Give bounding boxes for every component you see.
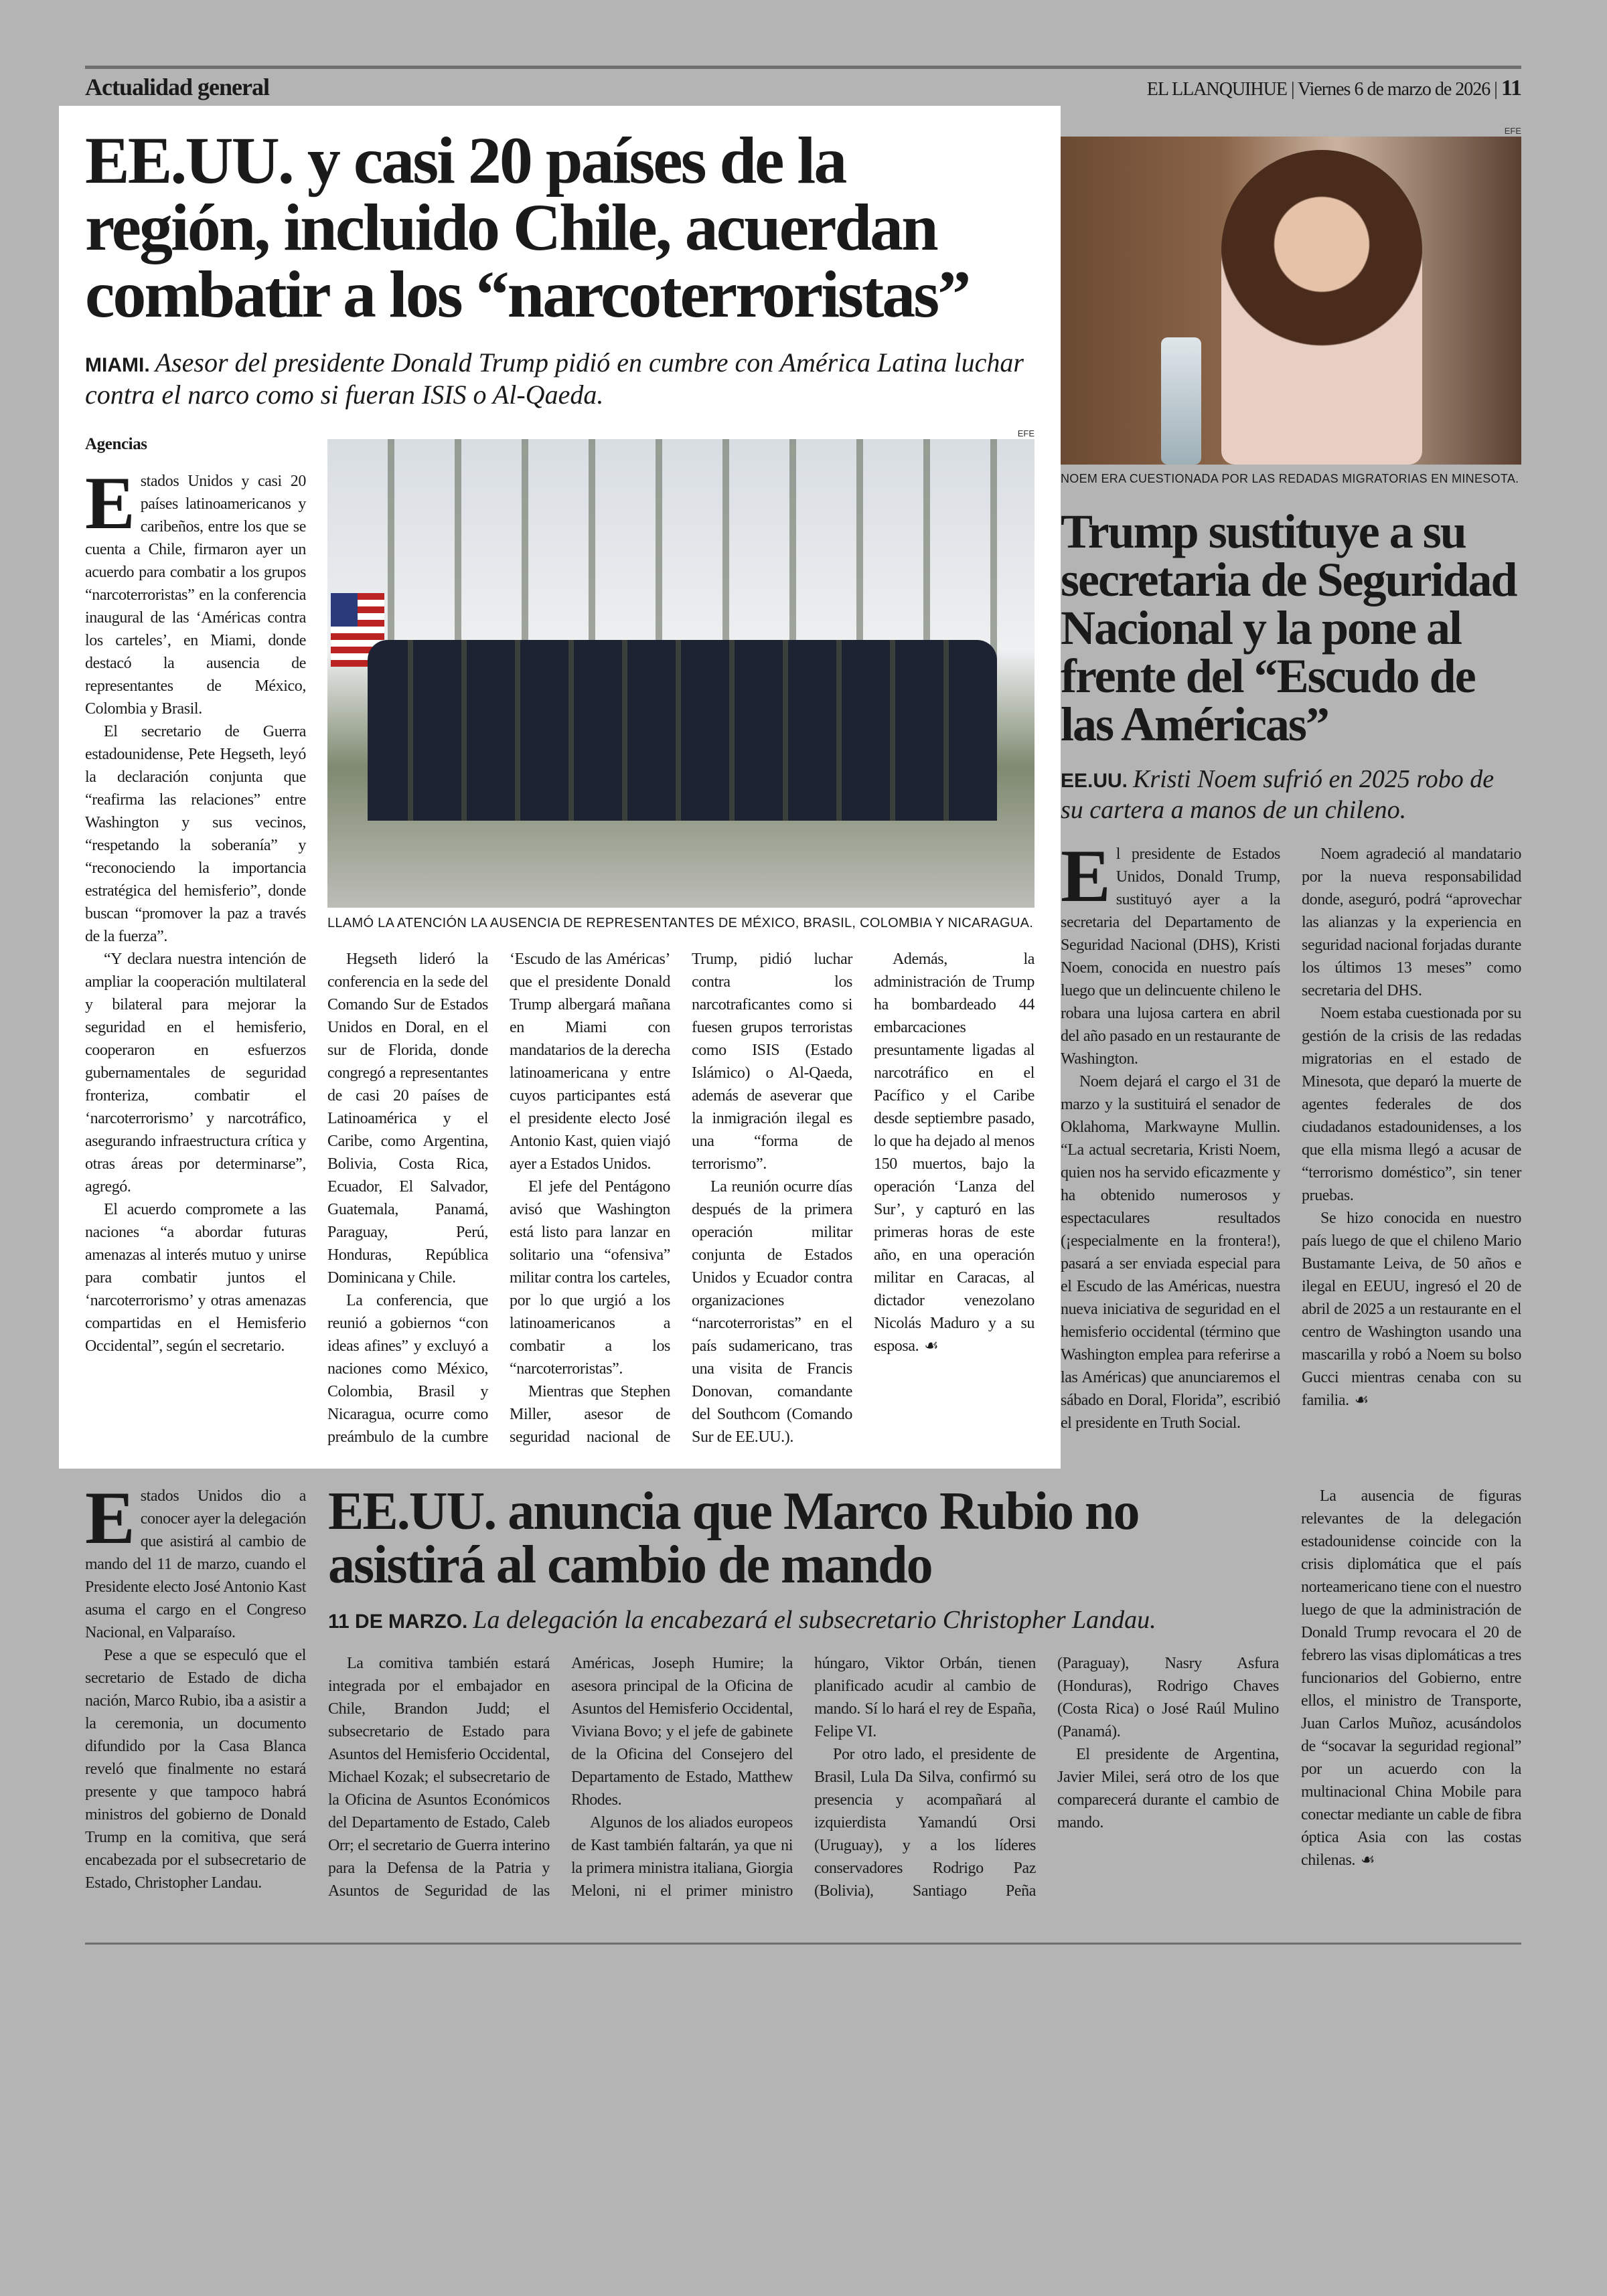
side-deck <box>1061 764 1521 825</box>
side-article <box>1061 106 1521 1434</box>
main-photo-caption: LLAMÓ LA ATENCIÓN LA AUSENCIA DE REPRESENTANTES DE MÉXICO, BRASIL, COLOMBIA Y NICARAGUA. <box>327 916 1034 930</box>
paragraph-text: Además, la administración de Trump ha bombardeado 44 embarcaciones presuntamente ligadas al narcotráfico en el Pacífico y el Caribe desde septiembre pasado, lo que ha dejado al menos 150 muertos, bajo la operación ‘Lanza del Sur’, y capturó en las primeras horas de este año, en una operación militar en Caracas, al dictador venezolano Nicolás Maduro y a su esposa. <box>874 951 1035 1355</box>
main-column-1 <box>85 428 306 1358</box>
bottom-columns-2-5 <box>328 1652 1279 1902</box>
main-first-text: stados Unidos y casi 20 países latinoamericanos y caribeños, entre los que se cuenta a Chile, firmaron ayer un acuerdo para combatir a los grupos “narcoterroristas” en la conferencia inaugural de las ‘Américas contra los carteles’, en Miami, donde destacó la ausencia de representantes de México, Colombia y Brasil. <box>85 473 306 718</box>
side-photo <box>1061 137 1521 465</box>
paragraph: “Y declara nuestra intención de ampliar la cooperación multilateral y bilateral para mejorar la seguridad en el hemisferio, cooperaron en esfuerzos gubernamentales de seguridad fronteriza, combatir el ‘narcoterrorismo’ y narcotráfico, asegurando infraestructura crítica y otras áreas por determinarse”, agregó. <box>85 951 306 1196</box>
section-title: Actualidad general <box>85 74 269 100</box>
paragraph: Por otro lado, el presidente de Brasil, Lula Da Silva, confirmó su presencia y acompañará al izquierdista Yamandú Orsi (Uruguay), y a los líderes conservadores Rodrigo Paz (Bolivia), Santiago Peña (Paraguay), Nasry Asfura (Honduras), Rodrigo Chaves (Costa Rica) o José Raúl Mulino (Panamá). <box>814 1654 1279 1900</box>
byline: Agencias <box>85 435 147 453</box>
main-deck <box>85 347 1035 411</box>
main-article <box>59 106 1061 1469</box>
paragraph: Hegseth lideró la conferencia en la sede del Comando Sur de Estados Unidos en Doral, en el sur de Florida, donde congregó a representantes de casi 20 países de Latinoamérica y el Caribe, como Argentina, Bolivia, Costa Rica, Ecuador, El Salvador, Guatemala, Panamá, Paraguay, Perú, Honduras, República Dominicana y Chile. <box>327 951 488 1287</box>
bottom-article-wrap <box>0 1477 1607 1945</box>
bottom-column-6 <box>1301 1485 1521 1872</box>
side-headline: Trump sustituye a su secretaria de Seguridad Nacional y la pone al frente del “Escudo de las Américas” <box>1061 505 1517 751</box>
bottom-article <box>85 1477 1521 1902</box>
main-deck-text: Asesor del presidente Donald Trump pidió en cumbre con América Latina luchar contra el narco como si fueran ISIS o Al-Qaeda. <box>85 347 1024 410</box>
bottom-column-1 <box>85 1477 306 1894</box>
paragraph: El jefe del Pentágono avisó que Washington está listo para lanzar en solitario una “ofensiva” militar contra los carteles, por lo que urgió a los latinoamericanos a combatir a los “narcoterroristas”. <box>510 1178 670 1378</box>
microphone <box>1161 337 1201 465</box>
side-photo-credit: EFE <box>1504 126 1521 136</box>
paragraph: La conferencia, que reunió a gobiernos “con ideas afines” y excluyó a naciones como México, Colombia, Brasil y Nicaragua, ocurre como preámbulo de la cumbre ‘Escudo de las Américas’ que el presidente Donald Trump albergará mañana en Miami con mandatarios de la derecha latinoamericana y entre cuyos participantes está el presidente electo José Antonio Kast, quien viajó ayer a Estados Unidos. <box>327 951 670 1446</box>
page-header <box>0 66 1607 101</box>
bottom-first-paragraph <box>85 1477 306 1644</box>
bottom-kicker: 11 DE MARZO. <box>328 1611 468 1633</box>
paragraph: Mientras que Stephen Miller, asesor de seguridad nacional de Trump, pidió luchar contra los narcotraficantes como si fuesen grupos terroristas como ISIS (Estado Islámico) o Al-Qaeda, además de aseverar que la inmigración ilegal es una “forma de terrorismo”. <box>510 951 852 1446</box>
side-first-paragraph <box>1061 835 1280 1070</box>
side-deck-text: Kristi Noem sufrió en 2025 robo de su cartera a manos de un chileno. <box>1061 765 1495 824</box>
end-mark-icon: ☙ <box>924 1337 939 1355</box>
paragraph: Noem dejará el cargo el 31 de marzo y la sustituirá el senador de Oklahoma, Markwayne Mullin. “La actual secretaria, Kristi Noem, quien nos ha servido eficazmente y ha obtenido numerosos y espectaculares resultados (¡especialmente en la frontera!), pasará a ser enviada especial para el Escudo de las Américas, nuestra nueva iniciativa de seguridad en el hemisferio occidental (término que Washington emplea para referirse a las Américas) que anunciaremos el sábado en Doral, Florida”, escribió el presidente en Truth Social. <box>1061 1073 1280 1432</box>
side-article-body <box>1061 835 1521 1434</box>
paragraph-text: La ausencia de figuras relevantes de la delegación estadounidense coincide con la crisis diplomática que el país norteamericano tiene con el nuestro luego de que la administración de Donald Trump revocara el 20 de febrero las visas diplomáticas a tres funcionarios del Gobierno, entre ellos, el ministro de Transporte, Juan Carlos Muñoz, acusándolos de “socavar la seguridad regional” por un acuerdo con la multinacional China Mobile para conectar mediante un cable de fibra óptica Asia con las costas chilenas. <box>1301 1487 1521 1869</box>
photo-credit: EFE <box>1017 428 1035 438</box>
side-kicker: EE.UU. <box>1061 770 1128 792</box>
top-rule <box>85 66 1521 69</box>
top-articles-row <box>59 106 1521 1469</box>
paragraph: El acuerdo compromete a las naciones “a abordar futuras amenazas al interés mutuo y unirse para combatir juntos el ‘narcoterrorismo’ y otras amenazas compartidas en el Hemisferio Occidental”, según el secretario. <box>85 1201 306 1355</box>
paragraph: El secretario de Guerra estadounidense, Pete Hegseth, leyó la declaración conjunta que “reafirma las relaciones” entre Washington y sus vecinos, “respetando la soberanía” y “reconociendo la importancia estratégica del hemisferio”, donde buscan “promover la paz a través de la fuerza”. <box>85 723 306 945</box>
main-body-row <box>85 428 1035 1449</box>
page-number: 11 <box>1501 76 1521 100</box>
side-first-text: l presidente de Estados Unidos, Donald Trump, sustituyó ayer a la secretaria del Departamento de Seguridad Nacional (DHS), Kristi Noem, conocida en nuestro país luego que un delincuente chileno le robara una lujosa cartera en abril del año pasado en un restaurante de Washington. <box>1061 845 1280 1068</box>
newspaper-name: EL LLANQUIHUE <box>1146 79 1287 100</box>
paragraph <box>1302 1207 1521 1412</box>
main-first-paragraph <box>85 462 306 720</box>
paragraph <box>874 948 1035 1358</box>
drop-cap: E <box>1061 835 1111 918</box>
issue-date: Viernes 6 de marzo de 2026 <box>1298 79 1490 100</box>
end-mark-icon: ☙ <box>1361 1852 1375 1869</box>
paragraph: El presidente de Argentina, Javier Milei, será otro de los que comparecerá durante el cambio de mando. <box>1057 1745 1279 1831</box>
bottom-rule <box>85 1943 1521 1945</box>
end-mark-icon: ☙ <box>1354 1392 1369 1410</box>
bottom-deck <box>328 1605 1279 1636</box>
drop-cap: E <box>85 462 135 545</box>
paragraph <box>1301 1485 1521 1872</box>
header-row <box>85 73 1521 101</box>
paragraph-text: Se hizo conocida en nuestro país luego de que el chileno Mario Bustamante Leiva, de 50 años e ilegal en EEUU, ingresó el 20 de abril de 2025 a un restaurante en el centro de Washington usando una mascarilla y robó a Noem su bolso Gucci mientras cenaba con su familia. <box>1302 1210 1521 1410</box>
paragraph: Pese a que se especuló que el secretario de Estado de dicha nación, Marco Rubio, iba a asistir a la ceremonia, un documento difundido por la Casa Blanca reveló que finalmente no estará presente y que tampoco habrá ministros del gobierno de Donald Trump en la comitiva, que será encabezada por el subsecretario de Estado, Christopher Landau. <box>85 1647 306 1892</box>
drop-cap: E <box>85 1477 135 1560</box>
portrait-figure <box>1221 150 1422 465</box>
side-photo-caption: NOEM ERA CUESTIONADA POR LAS REDADAS MIGRATORIAS EN MINESOTA. <box>1061 472 1519 485</box>
paragraph: La reunión ocurre días después de la primera operación militar conjunta de Estados Unidos y Ecuador contra organizaciones “narcoterroristas” en el país sudamericano, tras una visita de Francis Donovan, comandante del Southcom (Comando Sur de EE.UU.). <box>692 1178 852 1446</box>
delegates-group <box>368 640 997 821</box>
masthead: EL LLANQUIHUE | Viernes 6 de marzo de 2026 | 11 <box>1146 76 1521 100</box>
main-headline: EE.UU. y casi 20 países de la región, incluido Chile, acuerdan combatir a los “narcoterroristas” <box>85 123 970 331</box>
bottom-deck-text: La delegación la encabezará el subsecretario Christopher Landau. <box>473 1606 1156 1634</box>
paragraph: Noem estaba cuestionada por su gestión de la crisis de las redadas migratorias en el estado de Minesota, que deparó la muerte de agentes federales de dos ciudadanos estadounidenses, a los que ella misma llegó a acusar de “terrorismo doméstico”, sin tener pruebas. <box>1302 1005 1521 1205</box>
bottom-first-text: stados Unidos dio a conocer ayer la delegación que asistirá al cambio de mando del 11 de marzo, cuando el Presidente electo José Antonio Kast asuma el cargo en el Congreso Nacional, en Valparaíso. <box>85 1487 306 1641</box>
main-kicker: MIAMI. <box>85 354 150 376</box>
paragraph: Algunos de los aliados europeos de Kast también faltarán, ya que ni la primera ministra italiana, Giorgia Meloni, ni el primer ministro húngaro, Viktor Orbán, tienen planificado acudir al cambio de mando. Sí lo hará el rey de España, Felipe VI. <box>571 1654 1036 1900</box>
main-columns-2-5 <box>327 948 1035 1449</box>
paragraph: La comitiva también estará integrada por el embajador en Chile, Brandon Judd; el subsecretario de Estado para Asuntos del Hemisferio Occidental, Michael Kozak; el subsecretario de la Oficina de Asuntos Económicos del Departamento de Estado, Caleb Orr; el secretario de Guerra interino para la Defensa de la Patria y Asuntos de Seguridad de las Américas, Joseph Humire; la asesora principal de la Oficina de Asuntos del Hemisferio Occidental, Viviana Bovo; y el jefe de gabinete de la Oficina del Consejero del Departamento de Estado, Matthew Rhodes. <box>328 1654 793 1900</box>
bottom-middle-area <box>328 1482 1279 1902</box>
paragraph: Noem agradeció al mandatario por la nueva responsabilidad donde, aseguró, podrá “aprovechar las alianzas y la experiencia en seguridad nacional forjadas durante los últimos 13 meses” como secretaria del DHS. <box>1302 845 1521 1000</box>
bottom-headline: EE.UU. anuncia que Marco Rubio no asistirá al cambio de mando <box>328 1482 1139 1594</box>
main-right-area <box>327 428 1035 1449</box>
main-photo <box>327 439 1035 908</box>
